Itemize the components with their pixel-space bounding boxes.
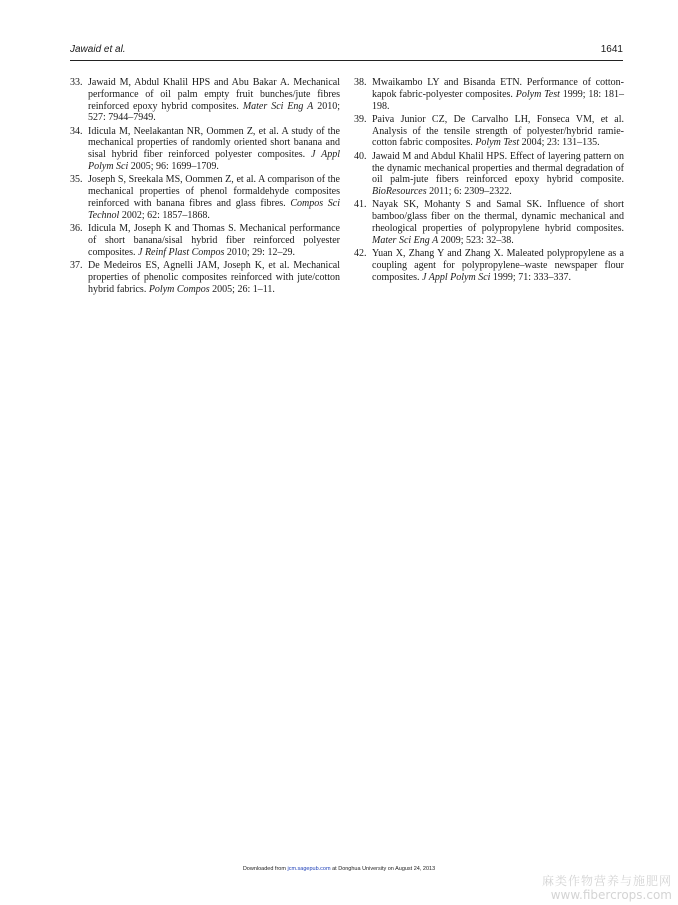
- reference-journal: Polym Compos: [148, 283, 210, 295]
- reference-item: [354, 77, 624, 112]
- references-right-column: [354, 77, 624, 285]
- reference-details: 2002; 62: 1857–1868.: [119, 209, 210, 221]
- reference-item: [70, 223, 340, 258]
- reference-item: [70, 77, 340, 124]
- reference-details: 2011; 6: 2309–2322.: [426, 186, 512, 198]
- reference-details: 2009; 523: 32–38.: [438, 234, 514, 246]
- reference-journal: J Appl Polym Sci: [88, 149, 340, 173]
- reference-number: 37.: [70, 259, 83, 271]
- reference-number: 36.: [70, 223, 83, 235]
- reference-number: 35.: [70, 174, 83, 186]
- references-left-column: [70, 77, 340, 297]
- reference-details: 2005; 96: 1699–1709.: [128, 161, 219, 173]
- reference-number: 42.: [354, 248, 367, 260]
- watermark-chinese: 麻类作物营养与施肥网: [541, 874, 672, 888]
- page-number: 1641: [600, 44, 623, 55]
- reference-journal: Mater Sci Eng A: [242, 100, 314, 112]
- reference-details: 2010; 527: 7944–7949.: [88, 100, 340, 124]
- reference-number: 39.: [354, 113, 367, 125]
- reference-journal: BioResources: [372, 186, 427, 198]
- reference-item: [354, 199, 624, 246]
- reference-details: 2010; 29: 12–29.: [224, 246, 295, 258]
- reference-item: [354, 114, 624, 149]
- reference-journal: Mater Sci Eng A: [372, 234, 439, 246]
- reference-item: [70, 126, 340, 173]
- reference-journal: Polym Test: [475, 137, 520, 149]
- reference-text: Nayak SK, Mohanty S and Samal SK. Influence of short bamboo/glass fiber on the thermal, dynamic mechanical and rheological properties of polypropylene hybrid composites.: [372, 199, 624, 235]
- reference-number: 34.: [70, 125, 83, 137]
- reference-number: 40.: [354, 150, 367, 162]
- watermark-url: www.fibercrops.com: [550, 888, 672, 902]
- reference-item: [354, 151, 624, 198]
- reference-text: Mwaikambo LY and Bisanda ETN. Performance of cotton-kapok fabric-polyester composites.: [372, 77, 624, 100]
- download-footer: [0, 866, 678, 872]
- reference-text: Jawaid M and Abdul Khalil HPS. Effect of layering pattern on the dynamic mechanical properties and thermal degradation of oil palm-jute fibers reinforced epoxy hybrid composite.: [372, 150, 624, 186]
- reference-journal: Compos Sci Technol: [88, 197, 341, 221]
- reference-item: [354, 248, 624, 283]
- reference-details: 2004; 23: 131–135.: [519, 137, 600, 149]
- reference-details: 1999; 71: 333–337.: [490, 271, 571, 283]
- reference-text: Jawaid M, Abdul Khalil HPS and Abu Bakar A. Mechanical performance of oil palm empty fruit bunches/jute fibres reinforced epoxy hybrid composites.: [88, 77, 340, 112]
- page-header: [70, 44, 623, 60]
- footer-suffix: at Donghua University on August 24, 2013: [330, 866, 436, 872]
- reference-journal: J Reinf Plast Compos: [138, 246, 225, 258]
- footer-link[interactable]: jcm.sagepub.com: [287, 866, 331, 872]
- reference-text: De Medeiros ES, Agnelli JAM, Joseph K, et al. Mechanical properties of phenolic composites reinforced with jute/cotton hybrid fabrics.: [88, 259, 340, 295]
- reference-details: 2005; 26: 1–11.: [209, 283, 275, 295]
- reference-text: Idicula M, Joseph K and Thomas S. Mechanical performance of short banana/sisal hybrid fiber reinforced polyester composites.: [88, 223, 340, 258]
- reference-text: Paiva Junior CZ, De Carvalho LH, Fonseca VM, et al. Analysis of the tensile strength of polyester/hybrid ramie-cotton fabric composites.: [372, 113, 624, 149]
- footer-prefix: Downloaded from: [242, 866, 288, 872]
- watermark: [542, 874, 672, 902]
- reference-number: 33.: [70, 77, 83, 88]
- reference-journal: J Appl Polym Sci: [422, 271, 491, 283]
- running-head: Jawaid et al.: [70, 44, 126, 55]
- reference-journal: Polym Test: [515, 88, 560, 100]
- reference-item: [70, 174, 340, 221]
- reference-details: 1999; 18: 181–198.: [372, 88, 624, 112]
- reference-text: Joseph S, Sreekala MS, Oommen Z, et al. A comparison of the mechanical properties of phenol formaldehyde composites reinforced with banana fibres and glass fibres.: [88, 174, 340, 209]
- reference-number: 38.: [354, 77, 367, 88]
- reference-text: Yuan X, Zhang Y and Zhang X. Maleated polypropylene as a coupling agent for polypropylene–waste newspaper flour composites.: [372, 248, 624, 283]
- reference-number: 41.: [354, 199, 367, 211]
- header-rule: [70, 60, 623, 61]
- reference-text: Idicula M, Neelakantan NR, Oommen Z, et al. A study of the mechanical properties of randomly oriented short banana and sisal hybrid fiber reinforced polyester composites.: [88, 125, 340, 161]
- reference-item: [70, 260, 340, 295]
